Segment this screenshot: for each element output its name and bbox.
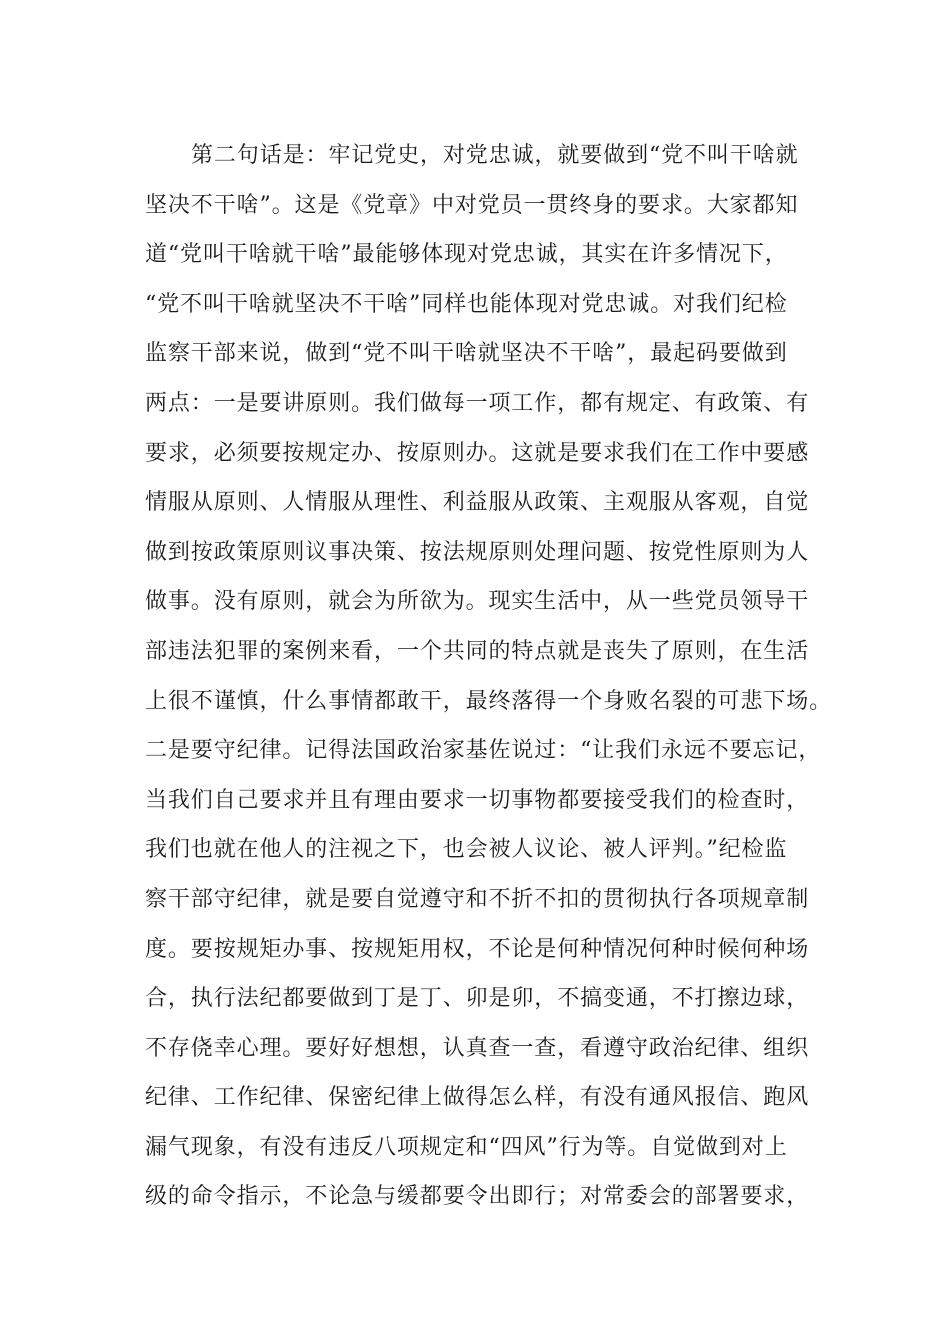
text-line: 不存侥幸心理。要好好想想，认真查一查，看遵守政治纪律、组织 bbox=[145, 1035, 810, 1061]
text-line: 坚决不干啥”。这是《党章》中对党员一贯终身的要求。大家都知 bbox=[145, 192, 799, 218]
text-line: “党不叫干啥就坚决不干啥”同样也能体现对党忠诚。对我们纪检 bbox=[145, 291, 788, 317]
text-line: 度。要按规矩办事、按规矩用权，不论是何种情况何种时候何种场 bbox=[145, 936, 810, 962]
text-line: 二是要守纪律。记得法国政治家基佐说过：“让我们永远不要忘记， bbox=[145, 738, 822, 764]
text-line: 第二句话是：牢记党史，对党忠诚，就要做到“党不叫干啥就 bbox=[191, 143, 799, 168]
text-line: 部违法犯罪的案例来看，一个共同的特点就是丧失了原则，在生活 bbox=[145, 638, 810, 664]
text-line: 上很不谨慎，什么事情都敢干，最终落得一个身败名裂的可悲下场。 bbox=[145, 688, 833, 714]
text-line: 漏气现象，有没有违反八项规定和“四风”行为等。自觉做到对上 bbox=[145, 1134, 788, 1160]
body-text bbox=[145, 131, 833, 1222]
text-line: 做事。没有原则，就会为所欲为。现实生活中，从一些党员领导干 bbox=[145, 589, 810, 615]
text-line: 纪律、工作纪律、保密纪律上做得怎么样，有没有通风报信、跑风 bbox=[145, 1085, 810, 1111]
text-line: 情服从原则、人情服从理性、利益服从政策、主观服从客观，自觉 bbox=[145, 490, 810, 516]
text-line: 做到按政策原则议事决策、按法规原则处理问题、按党性原则为人 bbox=[145, 539, 810, 565]
text-line: 监察干部来说，做到“党不叫干啥就坚决不干啥”，最起码要做到 bbox=[145, 341, 788, 367]
text-line: 级的命令指示，不论急与缓都要令出即行；对常委会的部署要求， bbox=[145, 1184, 810, 1210]
text-line: 当我们自己要求并且有理由要求一切事物都要接受我们的检查时， bbox=[145, 787, 810, 813]
text-line: 两点：一是要讲原则。我们做每一项工作，都有规定、有政策、有 bbox=[145, 390, 810, 416]
text-line: 合，执行法纪都要做到丁是丁、卯是卯，不搞变通，不打擦边球， bbox=[145, 986, 810, 1012]
text-line: 要求，必须要按规定办、按原则办。这就是要求我们在工作中要感 bbox=[145, 440, 810, 466]
text-line: 我们也就在他人的注视之下，也会被人议论、被人评判。”纪检监 bbox=[145, 837, 788, 863]
text-line: 察干部守纪律，就是要自觉遵守和不折不扣的贯彻执行各项规章制 bbox=[145, 886, 810, 912]
text-line: 道“党叫干啥就干啥”最能够体现对党忠诚，其实在许多情况下， bbox=[145, 242, 788, 268]
